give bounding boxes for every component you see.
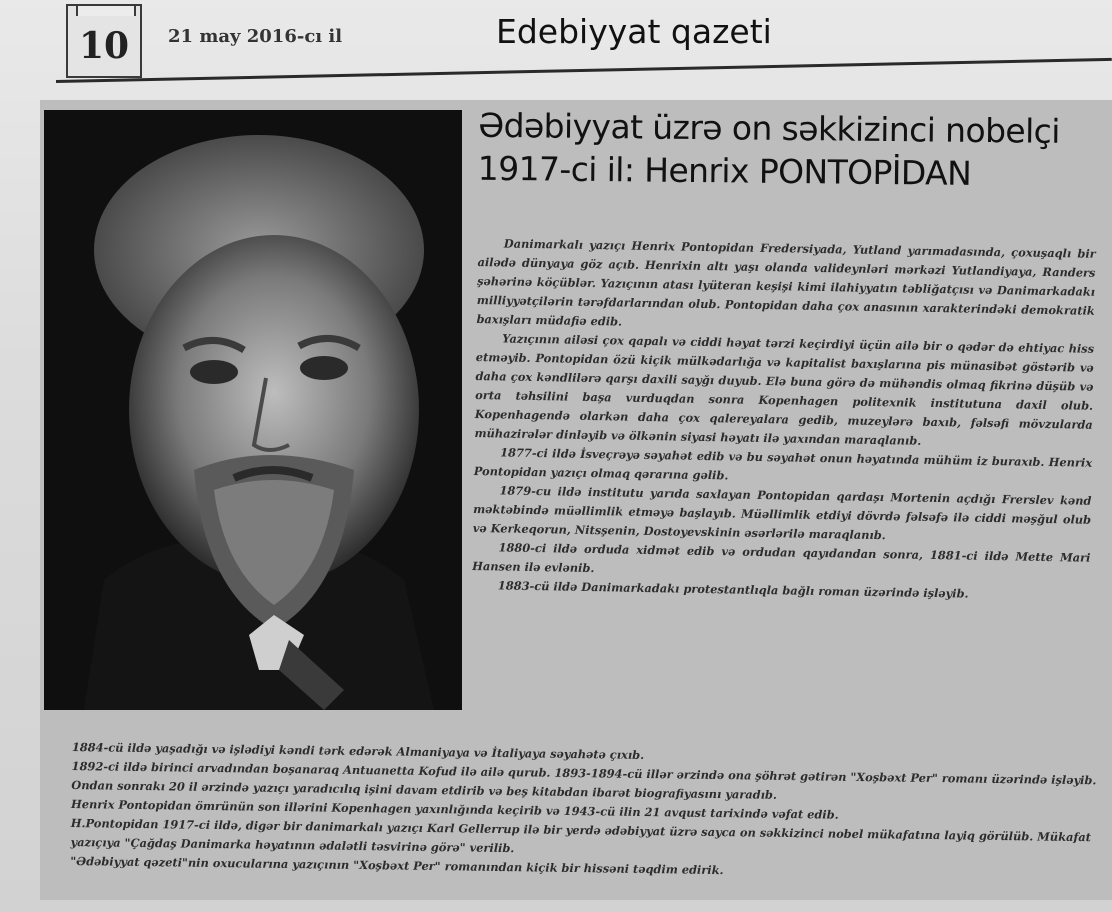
newspaper-name: Edebiyyat qazeti (496, 12, 772, 51)
author-portrait (44, 110, 462, 710)
article-body-full-width (70, 738, 1098, 885)
paragraph: 1883-cü ildə Danimarkadakı protestantlıqla bağlı roman üzərində işləyib. (497, 578, 969, 601)
paragraph: 1879-cu ildə institutu yarıda saxlayan Pontopidan qardaşı Mortenin açdığı Frerslev kənd məktəbində müəllimlik etməyə başlayıb. Müəllimlik etdiyi dövrdə fəlsəfə ilə ciddi məşğul olub və Kerkeqorun, Nitsşenin, Dostoyevskinin əsərlərilə maraqlanıb. (472, 483, 1092, 543)
issue-date: 21 may 2016-cı il (168, 26, 343, 47)
paragraph: 1884-cü ildə yaşadığı və işlədiyi kəndi tərk edərək Almaniyaya və İtaliyaya səyahətə çıxıb. (71, 739, 645, 762)
paragraph: 1892-ci ildə birinci arvadından boşanaraq Antuanetta Kofud ilə ailə qurub. 1893-1894-cü illər ərzində ona şöhrət gətirən "Xoşbəxt Per" romanı üzərində işləyib. Ondan sonrakı 20 il ərzində yazıçı yaradıcılıq işini davam etdirib və beş kitabdan ibarət biografiyasını yaradıb. (71, 758, 1097, 802)
paragraph: H.Pontopidan 1917-ci ildə, digər bir danimarkalı yazıçı Karl Gellerrup ilə bir yerdə ədəbiyyat üzrə sayca on səkkizinci nobel mükafatına layiq görülüb. Mükafat yazıçıya "Çağdaş Danimarka həyatının ədalətli təsvirinə görə" verilib. (70, 815, 1092, 856)
page-number-box (66, 4, 142, 78)
headline-line-1: Ədəbiyyat üzrə on səkkizinci nobelçi (478, 105, 1061, 151)
paragraph: Danimarkalı yazıçı Henrix Pontopidan Fredersiyada, Yutland yarımadasında, çoxuşaqlı bir ailədə dünyaya göz açıb. Henrixin altı yaşı olanda valideynləri mərkəzi Yutlandiyaya, Randers şəhərinə köçüblər. Yazıçının atası lyüteran keşişi kimi ilahiyyatın təbliğatçısı və Danimarkadakı milliyyətçilərin tərəfdarlarından olub. Pontopidan daha çox anasının xarakterindəki demokratik baxışları müdafiə edib. (476, 236, 1096, 329)
paragraph: 1880-ci ildə orduda xidmət edib və ordudan qayıdandan sonra, 1881-ci ildə Mette Mari Hansen ilə evlənib. (472, 540, 1091, 576)
paragraph: "Ədəbiyyat qəzeti"nin oxucularına yazıçının "Xoşbəxt Per" romanından kiçik bir hissəni təqdim edirik. (70, 853, 724, 878)
paragraph: Yazıçının ailəsi çox qapalı və ciddi həyat tərzi keçirdiyi üçün ailə bir o qədər də ehtiyac hiss etməyib. Pontopidan özü kiçik mülkədarlığa və kapitalist baxışlarına pis münasibət göstərib və daha çox kəndlilərə qarşı daxili sayğı duyub. Elə buna görə də mühəndis olmaq fikrinə düşüb və orta təhsilini başa vurduqdan sonra Kopenhagen politexnik institutuna daxil olub. Kopenhagendə olarkən daha çox qalereyalara gedib, muzeylərə baxıb, fəlsəfi mövzularda mühazirələr dinləyib və ölkənin siyasi həyatı ilə yaxından maraqlanıb. (474, 331, 1095, 448)
paragraph: 1877-ci ildə İsveçrəyə səyahət edib və bu səyahət onun həyatında mühüm iz buraxıb. Henrix Pontopidan yazıçı olmaq qərarına gəlib. (473, 445, 1093, 483)
header-rule (56, 58, 1112, 83)
headline-line-2: 1917-ci il: Henrix PONTOPİDAN (477, 148, 972, 193)
article-headline (478, 105, 1099, 197)
book-fold-decoration (76, 4, 136, 16)
page-number: 10 (78, 25, 130, 67)
paragraph: Henrix Pontopidan ömrünün son illərini Kopenhagen yaxınlığında keçirib və 1943-cü ilin 21 avqust tarixində vəfat edib. (70, 796, 839, 822)
article-body-column (472, 234, 1096, 606)
